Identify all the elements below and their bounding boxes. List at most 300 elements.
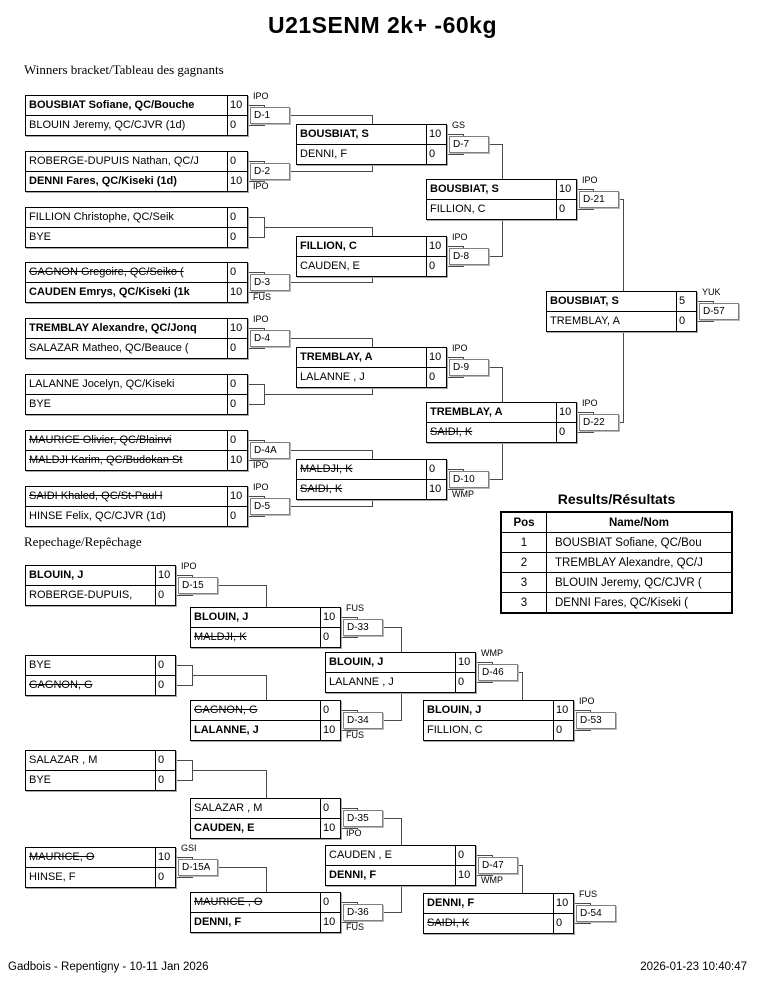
win-type-label: FUS — [346, 730, 364, 740]
player-name: DENNI Fares, QC/Kiseki (1d) — [29, 175, 177, 187]
connector-line — [176, 877, 192, 878]
player-name: BLOUIN, J — [329, 656, 384, 668]
win-type-label: FUS — [579, 889, 597, 899]
player-name: FILLION Christophe, QC/Seik — [29, 211, 174, 223]
player-row — [427, 180, 576, 199]
player-score: 0 — [320, 799, 340, 818]
player-row — [297, 144, 446, 164]
player-name: SALAZAR Matheo, QC/Beauce ( — [29, 342, 189, 354]
connector-line — [266, 675, 267, 701]
player-score: 0 — [227, 152, 247, 171]
player-name: MAURICE , O — [194, 896, 263, 908]
player-name: TREMBLAY, A — [300, 351, 373, 363]
connector-line — [697, 321, 713, 322]
player-name: SAIDI, K — [300, 483, 343, 495]
player-score: 0 — [227, 507, 247, 526]
player-row — [191, 818, 340, 838]
match-box — [546, 291, 697, 332]
connector-line — [264, 227, 372, 228]
connector-line — [192, 770, 266, 771]
player-name: SALAZAR , M — [194, 802, 263, 814]
result-pos: 3 — [501, 593, 547, 614]
player-name: HINSE, F — [29, 871, 76, 883]
player-score: 5 — [676, 292, 696, 311]
player-name: DENNI, F — [300, 148, 348, 160]
player-score: 10 — [320, 608, 340, 627]
player-row — [26, 338, 247, 358]
match-box — [325, 652, 476, 693]
player-row — [26, 848, 175, 867]
player-score: 10 — [426, 125, 446, 144]
player-score: 10 — [556, 180, 576, 199]
player-row — [26, 487, 247, 506]
player-row — [297, 237, 446, 256]
connector-line — [502, 443, 503, 480]
match-box — [25, 95, 248, 136]
player-name: TREMBLAY, A — [550, 315, 620, 327]
connector-line — [248, 125, 264, 126]
connector-line — [264, 394, 372, 395]
player-name: DENNI, F — [427, 897, 475, 909]
connector-line — [574, 730, 590, 731]
player-row — [26, 282, 247, 302]
match-tag: D-7 — [449, 136, 489, 153]
win-type-label: WMP — [481, 648, 503, 658]
match-box — [325, 845, 476, 886]
match-box — [296, 236, 447, 277]
player-name: SAIDI Khaled, QC/St-Paul l — [29, 490, 163, 502]
player-score: 0 — [227, 431, 247, 450]
player-score: 0 — [155, 676, 175, 695]
match-tag: D-53 — [576, 712, 616, 729]
connector-line — [476, 662, 492, 663]
win-type-label: YUK — [702, 287, 721, 297]
match-tag: D-15 — [178, 577, 218, 594]
win-type-label: IPO — [181, 561, 197, 571]
player-score: 10 — [227, 283, 247, 302]
match-box — [426, 179, 577, 220]
connector-line — [401, 627, 402, 653]
match-box — [25, 207, 248, 248]
match-tag: D-46 — [478, 664, 518, 681]
match-tag: D-9 — [449, 359, 489, 376]
player-name: FILLION, C — [300, 240, 357, 252]
connector-line — [623, 332, 624, 423]
results-header-pos: Pos — [501, 512, 547, 533]
match-box — [190, 700, 341, 741]
connector-line — [447, 246, 463, 247]
player-score: 0 — [320, 628, 340, 647]
connector-line — [401, 818, 402, 846]
player-row — [297, 348, 446, 367]
player-row — [326, 865, 475, 885]
player-name: CAUDEN, E — [194, 822, 255, 834]
match-box — [423, 700, 574, 741]
results-row — [501, 553, 732, 573]
match-box — [25, 750, 176, 791]
connector-line — [248, 328, 264, 329]
match-box — [25, 430, 248, 471]
result-name: TREMBLAY Alexandre, QC/J — [547, 553, 733, 573]
player-score: 0 — [320, 701, 340, 720]
connector-line — [697, 301, 713, 302]
result-pos: 2 — [501, 553, 547, 573]
player-name: LALANNE , J — [300, 371, 365, 383]
win-type-label: IPO — [253, 482, 269, 492]
player-score: 0 — [227, 228, 247, 247]
connector-line — [248, 440, 264, 441]
player-row — [26, 770, 175, 790]
connector-line — [502, 220, 503, 257]
connector-line — [248, 496, 264, 497]
results-title: Results/Résultats — [557, 491, 676, 507]
player-score: 10 — [426, 348, 446, 367]
footer-timestamp: 2026-01-23 10:40:47 — [640, 961, 747, 973]
player-score: 0 — [455, 846, 475, 865]
player-name: LALANNE Jocelyn, QC/Kiseki — [29, 378, 175, 390]
player-row — [26, 96, 247, 115]
connector-line — [248, 404, 264, 405]
win-type-label: IPO — [579, 696, 595, 706]
player-row — [26, 675, 175, 695]
connector-line — [266, 770, 267, 799]
connector-line — [476, 682, 492, 683]
player-row — [26, 263, 247, 282]
player-score: 10 — [227, 172, 247, 191]
connector-line — [447, 266, 463, 267]
player-score: 0 — [155, 868, 175, 887]
player-row — [26, 585, 175, 605]
connector-line — [248, 161, 264, 162]
player-score: 0 — [426, 460, 446, 479]
player-score: 10 — [227, 487, 247, 506]
player-row — [326, 653, 475, 672]
footer-event-info: Gadbois - Repentigny - 10-11 Jan 2026 — [8, 961, 209, 973]
player-row — [26, 450, 247, 470]
connector-line — [372, 388, 373, 395]
player-name: TREMBLAY Alexandre, QC/Jonq — [29, 322, 197, 334]
connector-line — [574, 903, 590, 904]
player-score: 0 — [227, 208, 247, 227]
result-name: DENNI Fares, QC/Kiseki ( — [547, 593, 733, 614]
player-score: 10 — [227, 96, 247, 115]
player-name: CAUDEN Emrys, QC/Kiseki (1k — [29, 286, 190, 298]
player-score: 0 — [553, 914, 573, 933]
connector-line — [577, 209, 593, 210]
connector-line — [248, 217, 264, 218]
player-row — [26, 566, 175, 585]
result-name: BOUSBIAT Sofiane, QC/Bou — [547, 533, 733, 553]
player-score: 10 — [227, 451, 247, 470]
win-type-label: GS — [452, 120, 466, 130]
player-row — [297, 479, 446, 499]
match-box — [25, 486, 248, 527]
match-tag: D-8 — [449, 248, 489, 265]
results-row — [501, 533, 732, 553]
connector-line — [266, 867, 267, 893]
match-tag: D-36 — [343, 904, 383, 921]
player-row — [297, 367, 446, 387]
connector-line — [341, 710, 357, 711]
match-box — [190, 607, 341, 648]
player-score: 10 — [553, 701, 573, 720]
connector-line — [577, 412, 593, 413]
match-box — [423, 893, 574, 934]
connector-line — [502, 144, 503, 180]
connector-line — [476, 855, 492, 856]
player-name: BLOUIN, J — [427, 704, 482, 716]
result-pos: 3 — [501, 573, 547, 593]
player-name: MALDJI, K — [300, 463, 353, 475]
match-tag: D-57 — [699, 303, 739, 320]
results-table — [500, 511, 733, 614]
player-row — [26, 431, 247, 450]
match-tag: D-15A — [178, 859, 218, 876]
match-tag: D-33 — [343, 619, 383, 636]
winners-bracket-label: Winners bracket/Tableau des gagnants — [24, 62, 224, 77]
player-score: 0 — [553, 721, 573, 740]
win-type-label: IPO — [346, 828, 362, 838]
player-row — [326, 672, 475, 692]
match-box — [25, 655, 176, 696]
player-name: MALDJI Karim, QC/Budokan St — [29, 454, 183, 466]
match-box — [25, 262, 248, 303]
player-name: MALDJI, K — [194, 631, 247, 643]
player-score: 10 — [455, 866, 475, 885]
match-box — [25, 318, 248, 359]
player-row — [427, 403, 576, 422]
player-score: 0 — [155, 771, 175, 790]
match-box — [296, 124, 447, 165]
player-row — [191, 799, 340, 818]
player-row — [191, 720, 340, 740]
player-score: 10 — [320, 721, 340, 740]
player-name: TREMBLAY, A — [430, 406, 503, 418]
win-type-label: IPO — [452, 343, 468, 353]
player-row — [326, 846, 475, 865]
connector-line — [447, 154, 463, 155]
win-type-label: IPO — [452, 232, 468, 242]
connector-line — [447, 377, 463, 378]
match-tag: D-4A — [250, 442, 290, 459]
player-score: 0 — [227, 395, 247, 414]
player-score: 0 — [426, 145, 446, 164]
player-name: DENNI, F — [194, 916, 242, 928]
player-name: GAGNON, G — [29, 679, 93, 691]
connector-line — [623, 199, 624, 292]
win-type-label: IPO — [582, 398, 598, 408]
connector-line — [577, 432, 593, 433]
connector-line — [574, 710, 590, 711]
match-box — [296, 347, 447, 388]
repechage-label: Repechage/Repêchage — [24, 534, 142, 549]
player-name: CAUDEN , E — [329, 849, 392, 861]
player-row — [424, 701, 573, 720]
player-score: 10 — [426, 237, 446, 256]
results-row — [501, 593, 732, 614]
match-tag: D-5 — [250, 498, 290, 515]
match-box — [426, 402, 577, 443]
player-name: CAUDEN, E — [300, 260, 360, 272]
match-box — [190, 798, 341, 839]
match-box — [25, 374, 248, 415]
connector-line — [372, 500, 373, 507]
match-box — [25, 565, 176, 606]
connector-line — [176, 665, 192, 666]
connector-line — [341, 617, 357, 618]
win-type-label: GSI — [181, 843, 197, 853]
match-tag: D-54 — [576, 905, 616, 922]
player-row — [427, 199, 576, 219]
player-name: LALANNE , J — [329, 676, 394, 688]
player-name: BOUSBIAT, S — [430, 183, 499, 195]
player-score: 10 — [155, 566, 175, 585]
player-row — [26, 375, 247, 394]
player-score: 10 — [455, 653, 475, 672]
win-type-label: IPO — [253, 460, 269, 470]
player-row — [424, 720, 573, 740]
match-box — [190, 892, 341, 933]
player-score: 0 — [227, 263, 247, 282]
win-type-label: IPO — [253, 181, 269, 191]
player-name: GAGNON, G — [194, 704, 258, 716]
match-box — [25, 847, 176, 888]
player-score: 0 — [426, 368, 446, 387]
player-name: SAIDI, K — [427, 917, 470, 929]
match-tag: D-1 — [250, 107, 290, 124]
results-header-name: Name/Nom — [547, 512, 733, 533]
player-row — [424, 913, 573, 933]
player-name: HINSE Felix, QC/CJVR (1d) — [29, 510, 166, 522]
player-row — [26, 867, 175, 887]
player-name: ROBERGE-DUPUIS Nathan, QC/J — [29, 155, 199, 167]
match-tag: D-22 — [579, 414, 619, 431]
player-name: LALANNE, J — [194, 724, 259, 736]
player-row — [26, 656, 175, 675]
player-name: MAURICE, O — [29, 851, 95, 863]
player-score: 0 — [227, 375, 247, 394]
match-tag: D-2 — [250, 163, 290, 180]
player-row — [26, 394, 247, 414]
connector-line — [248, 237, 264, 238]
player-row — [547, 311, 696, 331]
player-row — [191, 608, 340, 627]
connector-line — [447, 357, 463, 358]
connector-line — [176, 575, 192, 576]
connector-line — [176, 685, 192, 686]
player-name: BLOUIN, J — [194, 611, 249, 623]
connector-line — [266, 585, 267, 608]
win-type-label: IPO — [253, 314, 269, 324]
connector-line — [341, 637, 357, 638]
player-row — [26, 751, 175, 770]
player-row — [26, 115, 247, 135]
player-score: 0 — [426, 257, 446, 276]
player-score: 0 — [155, 586, 175, 605]
connector-line — [502, 367, 503, 403]
connector-line — [192, 675, 266, 676]
player-row — [26, 319, 247, 338]
connector-line — [522, 865, 523, 894]
player-row — [191, 627, 340, 647]
player-row — [26, 171, 247, 191]
player-score: 10 — [227, 319, 247, 338]
win-type-label: FUS — [346, 603, 364, 613]
connector-line — [401, 693, 402, 721]
player-name: FILLION, C — [430, 203, 486, 215]
player-name: BYE — [29, 231, 52, 243]
player-name: DENNI, F — [329, 869, 377, 881]
player-name: BLOUIN Jeremy, QC/CJVR (1d) — [29, 119, 186, 131]
connector-line — [248, 516, 264, 517]
connector-line — [248, 348, 264, 349]
player-row — [191, 912, 340, 932]
player-score: 0 — [227, 339, 247, 358]
connector-line — [447, 469, 463, 470]
connector-line — [176, 857, 192, 858]
player-row — [297, 256, 446, 276]
win-type-label: WMP — [481, 875, 503, 885]
match-box — [25, 151, 248, 192]
match-tag: D-35 — [343, 810, 383, 827]
win-type-label: IPO — [582, 175, 598, 185]
player-row — [26, 152, 247, 171]
connector-line — [577, 189, 593, 190]
player-name: BOUSBIAT Sofiane, QC/Bouche — [29, 99, 195, 111]
player-score: 0 — [227, 116, 247, 135]
connector-line — [341, 902, 357, 903]
win-type-label: WMP — [452, 489, 474, 499]
player-score: 0 — [155, 656, 175, 675]
player-name: SAIDI, K — [430, 426, 473, 438]
player-name: BYE — [29, 398, 52, 410]
match-tag: D-4 — [250, 330, 290, 347]
connector-line — [176, 780, 192, 781]
match-box — [296, 459, 447, 500]
win-type-label: IPO — [253, 91, 269, 101]
player-score: 0 — [455, 673, 475, 692]
connector-line — [248, 105, 264, 106]
player-name: BLOUIN, J — [29, 569, 84, 581]
connector-line — [447, 134, 463, 135]
connector-line — [176, 595, 192, 596]
connector-line — [248, 384, 264, 385]
win-type-label: FUS — [346, 922, 364, 932]
player-row — [427, 422, 576, 442]
connector-line — [372, 165, 373, 172]
match-tag: D-10 — [449, 471, 489, 488]
player-row — [297, 460, 446, 479]
match-tag: D-3 — [250, 274, 290, 291]
player-name: FILLION, C — [427, 724, 483, 736]
result-pos: 1 — [501, 533, 547, 553]
connector-line — [401, 886, 402, 913]
player-name: BYE — [29, 659, 52, 671]
player-score: 0 — [155, 751, 175, 770]
player-score: 10 — [320, 913, 340, 932]
player-score: 10 — [553, 894, 573, 913]
player-row — [547, 292, 696, 311]
result-name: BLOUIN Jeremy, QC/CJVR ( — [547, 573, 733, 593]
player-score: 10 — [556, 403, 576, 422]
connector-line — [341, 808, 357, 809]
match-tag: D-47 — [478, 857, 518, 874]
player-score: 10 — [426, 480, 446, 499]
connector-line — [248, 272, 264, 273]
player-name: MAURICE Olivier, QC/Blainvi — [29, 434, 172, 446]
results-header-row — [501, 512, 732, 533]
player-row — [191, 701, 340, 720]
